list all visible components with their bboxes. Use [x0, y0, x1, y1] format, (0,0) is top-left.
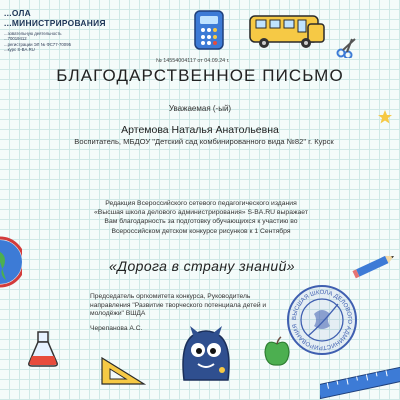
- chair-text: Председатель оргкомитета конкурса, Руководитель направления "Развитие творческого потенциала детей и молодёжи" ВШДА: [90, 293, 267, 318]
- calculator-icon: [194, 10, 224, 50]
- organization-info-line: ...70019412: [4, 36, 27, 42]
- recipient-role: Воспитатель, МБДОУ "Детский сад комбинированного вида №82" г. Курск: [74, 137, 334, 146]
- organization-title-line-1: ...ОЛА: [4, 8, 32, 18]
- page-title: БЛАГОДАРСТВЕННОЕ ПИСЬМО: [56, 66, 344, 85]
- ruler-icon: [320, 366, 400, 400]
- body-text: Редакция Всероссийского сетевого педагогического издания «Высшая школа делового администрирования» S-BA.RU выражает Вам благодарность за подготовку обучающихся к участию во Всероссийском детском конкурсе рисунков к 1 Сентября: [94, 200, 308, 235]
- recipient-name: Артемова Наталья Анатольевна: [121, 124, 279, 136]
- monster-mascot-icon: [178, 320, 234, 384]
- organization-title-line-2: ...МИНИСТРИРОВАНИЯ: [4, 18, 106, 28]
- organization-title: [4, 8, 154, 28]
- school-bus-icon: [248, 12, 328, 52]
- pencil-icon: [352, 250, 398, 280]
- salutation: Уважаемая (-ый): [168, 104, 232, 113]
- organization-info-line: ...курс S-BA.RU: [4, 47, 35, 53]
- flask-icon: [26, 330, 60, 368]
- official-stamp: [286, 284, 358, 356]
- organization-info: [4, 31, 124, 53]
- organization-info-line: ...регистрации ЭЛ № ФС77-70095: [4, 41, 71, 47]
- stamp-ring-text: ВЫСШАЯ ШКОЛА ДЕЛОВОГО АДМИНИСТРИРОВАНИЯ: [291, 289, 353, 351]
- document-number: № 14554004117 от 04.09.24 г.: [156, 58, 230, 64]
- signer-name: Черепанова А.С.: [90, 325, 143, 332]
- contest-name: «Дорога в страну знаний»: [109, 258, 295, 274]
- globe-icon: [0, 232, 22, 292]
- ruler-triangle-icon: [100, 356, 146, 386]
- scissors-icon: [336, 36, 358, 58]
- organization-info-line: ...зовательную деятельность: [4, 31, 62, 36]
